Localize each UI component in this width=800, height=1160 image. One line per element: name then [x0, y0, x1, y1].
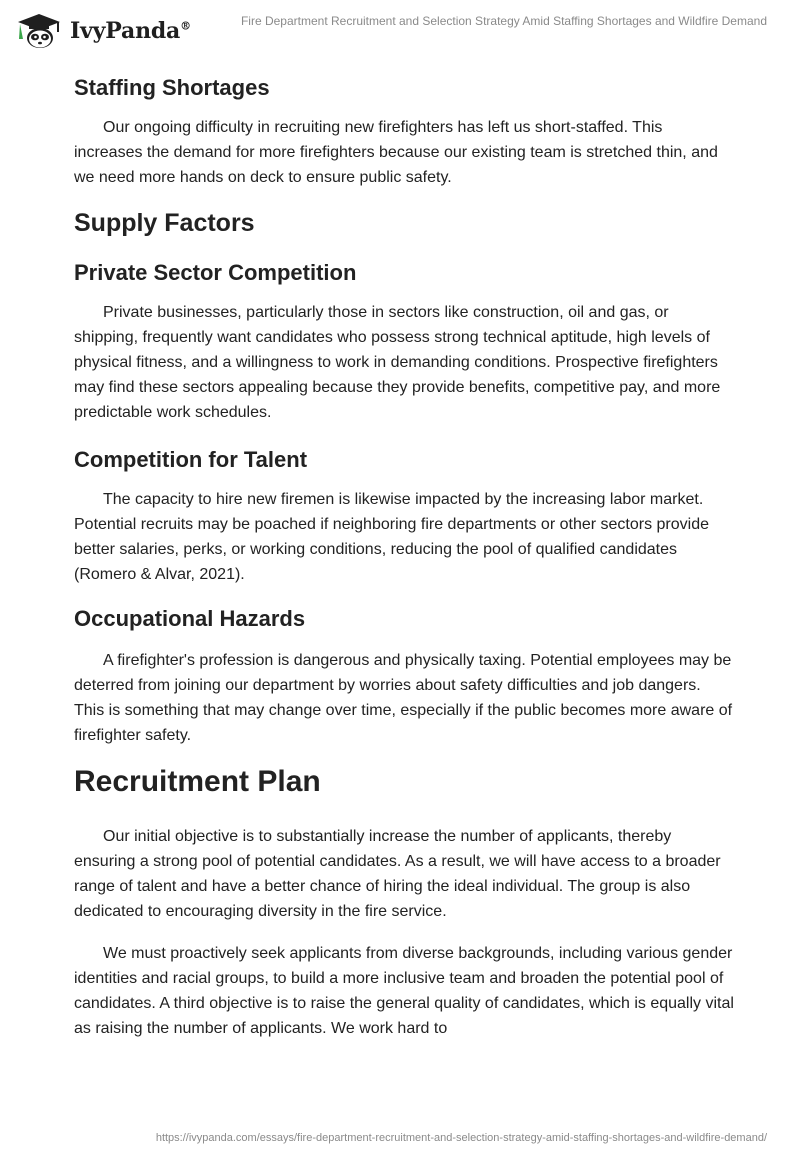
paragraph-staffing-shortages: Our ongoing difficulty in recruiting new firefighters has left us short-staffed. This increases the demand for more firefighters because our existing team is stretched thin, and we need more hands on deck to ensure public safety. — [74, 119, 718, 186]
heading-competition-for-talent: Competition for Talent — [74, 447, 308, 472]
heading-private-sector-competition: Private Sector Competition — [74, 260, 357, 285]
heading-occupational-hazards: Occupational Hazards — [74, 606, 306, 631]
panda-graduate-icon — [14, 12, 64, 50]
registered-mark: ® — [180, 19, 191, 33]
ivypanda-logo[interactable] — [14, 12, 191, 50]
paragraph-recruitment-plan-2: We must proactively seek applicants from diverse backgrounds, including various gender identities and racial groups, to build a more inclusive team and broaden the potential pool of candidates. A third objective is to raise the general quality of candidates, which is equally vital as raising the number of applicants. We work hard to — [74, 945, 734, 1037]
logo-text: IvyPanda — [70, 18, 181, 44]
logo-wordmark — [70, 18, 191, 44]
paragraph-recruitment-plan-1: Our initial objective is to substantially increase the number of applicants, thereby ensuring a strong pool of potential candidates. As a result, we will have access to a broader range of talent and have a better chance of hiring the ideal individual. The group is also dedicated to encouraging diversity in the fire service. — [74, 828, 721, 920]
paragraph-private-sector-competition: Private businesses, particularly those in sectors like construction, oil and gas, or shipping, frequently want candidates who possess strong technical aptitude, high levels of physical fitness, and a willingness to work in demanding conditions. Prospective firefighters may find these sectors appealing because they provide benefits, competitive pay, and more predictable work schedules. — [74, 304, 721, 421]
heading-supply-factors: Supply Factors — [74, 209, 255, 237]
page-header — [0, 0, 800, 60]
heading-staffing-shortages: Staffing Shortages — [74, 75, 270, 100]
footer-source-url[interactable]: https://ivypanda.com/essays/fire-department-recruitment-and-selection-strategy-amid-staffing-shortages-and-wildfire-demand/ — [155, 1132, 767, 1144]
paragraph-occupational-hazards: A firefighter's profession is dangerous and physically taxing. Potential employees may be deterred from joining our department by worries about safety difficulties and job dangers. This is something that may change over time, especially if the public becomes more aware of firefighter safety. — [74, 652, 733, 744]
document-title: Fire Department Recruitment and Selection Strategy Amid Staffing Shortages and Wildfire Demand — [240, 14, 767, 28]
paragraph-competition-for-talent: The capacity to hire new firemen is likewise impacted by the increasing labor market. Potential recruits may be poached if neighboring fire departments or other sectors provide better salaries, perks, or working conditions, reducing the pool of qualified candidates (Romero & Alvar, 2021). — [74, 491, 710, 583]
heading-recruitment-plan: Recruitment Plan — [74, 765, 321, 798]
